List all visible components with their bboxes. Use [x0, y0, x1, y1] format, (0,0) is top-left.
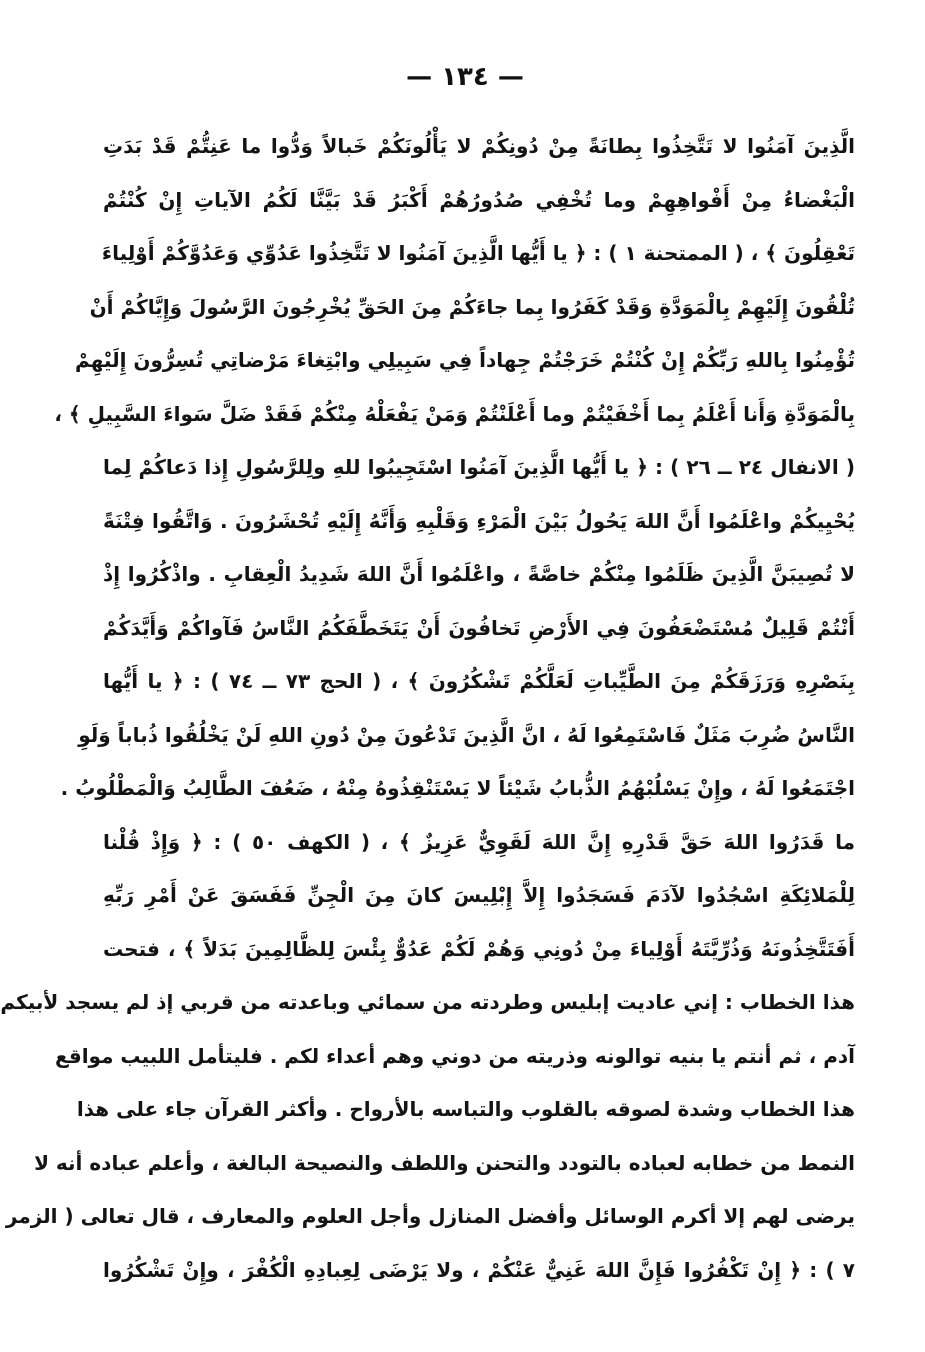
- text-line: تُؤْمِنُوا بِاللهِ رَبِّكُمْ إِنْ كُنْتُمْ خَرَجْتُمْ جِهاداً فِي سَبِيلِي وابْتِغاءَ مَرْضاتِي تُسِرُّونَ إِلَيْهِمْ: [75, 348, 855, 372]
- text-line: أَنْتُمْ قَلِيلٌ مُسْتَضْعَفُونَ فِي الأَرْضِ تَخافُونَ أَنْ يَتَخَطَّفَكُمُ النَّاسُ فَآواكُمْ وَأَيَّدَكُمْ: [103, 615, 855, 640]
- text-line: ( الانفال ٢٤ ــ ٢٦ ) : ﴿ يا أَيُّها الَّذِينَ آمَنُوا اسْتَجِيبُوا للهِ ولِلرَّسُولِ إِذا دَعاكُمْ لِما: [103, 455, 855, 479]
- body-text: [0, 120, 855, 1297]
- text-line: النَّاسُ ضُرِبَ مَثَلٌ فَاسْتَمِعُوا لَهُ ، انَّ الَّذِينَ تَدْعُونَ مِنْ دُونِ اللهِ لَنْ يَخْلُقُوا ذُباباً وَلَوِ: [78, 722, 855, 747]
- text-line: اجْتَمَعُوا لَهُ ، وإِنْ يَسْلُبْهُمُ الذُّبابُ شَيْئاً لا يَسْتَنْقِذُوهُ مِنْهُ ، ضَعُفَ الطَّالِبُ وَالْمَطْلُوبُ .: [60, 776, 855, 800]
- text-line: أَفَتَتَّخِذُونَهُ وَذُرِّيَّتَهُ أَوْلِياءَ مِنْ دُونِي وَهُمْ لَكُمْ عَدُوٌّ بِئْسَ لِلظَّالِمِينَ بَدَلاً ﴾ ، فتحت: [103, 936, 855, 961]
- text-line: هذا الخطاب وشدة لصوقه بالقلوب والتباسه بالأرواح . وأكثر القرآن جاء على هذا: [76, 1097, 855, 1121]
- page-number: — ١٣٤ —: [406, 62, 524, 92]
- text-line: لِلْمَلائِكَةِ اسْجُدُوا لآدَمَ فَسَجَدُوا إِلاَّ إِبْلِيسَ كانَ مِنَ الْجِنِّ فَفَسَقَ عَنْ أَمْرِ رَبِّهِ: [103, 883, 855, 907]
- text-line: تُلْقُونَ إِلَيْهِمْ بِالْمَوَدَّةِ وَقَدْ كَفَرُوا بِما جاءَكُمْ مِنَ الحَقِّ يُخْرِجُونَ الرَّسُولَ وَإِيَّاكُمْ أَنْ: [89, 294, 855, 319]
- text-line: ما قَدَرُوا اللهَ حَقَّ قَدْرِهِ إِنَّ اللهَ لَقَوِيٌّ عَزِيزٌ ﴾ ، ( الكهف ٥٠ ) : ﴿ وَإِذْ قُلْنا: [103, 829, 855, 854]
- text-line: النمط من خطابه لعباده بالتودد والتحنن واللطف والنصيحة البالغة ، وأعلم عباده أنه لا: [34, 1150, 855, 1175]
- text-line: يرضى لهم إلا أكرم الوسائل وأفضل المنازل وأجل العلوم والمعارف ، قال تعالى ( الزمر: [5, 1204, 855, 1228]
- text-line: الَّذِينَ آمَنُوا لا تَتَّخِذُوا بِطانَةً مِنْ دُونِكُمْ لا يَأْلُونَكُمْ خَبالاً وَدُّوا ما عَنِتُّمْ قَدْ بَدَتِ: [103, 134, 855, 158]
- text-line: بِالْمَوَدَّةِ وَأَنا أَعْلَمُ بِما أَخْفَيْتُمْ وما أَعْلَنْتُمْ وَمَنْ يَفْعَلْهُ مِنْكُمْ فَقَدْ ضَلَّ سَواءَ السَّبِيلِ ﴾ ،: [54, 401, 855, 426]
- text-line: هذا الخطاب : إني عاديت إبليس وطردته من سمائي وباعدته من قربي إذ لم يسجد لأبيكم: [0, 990, 855, 1014]
- text-line: تَعْقِلُونَ ﴾ ، ( الممتحنة ١ ) : ﴿ يا أَيُّها الَّذِينَ آمَنُوا لا تَتَّخِذُوا عَدُوِّي وَعَدُوَّكُمْ أَوْلِياءَ: [101, 241, 855, 265]
- text-line: بِنَصْرِهِ وَرَزَقَكُمْ مِنَ الطَّيِّباتِ لَعَلَّكُمْ تَشْكُرُونَ ﴾ ، ( الحج ٧٣ ــ ٧٤ ) : ﴿ يا أَيُّها: [103, 669, 855, 693]
- text-line: آدم ، ثم أنتم يا بنيه توالونه وذريته من دوني وهم أعداء لكم . فليتأمل اللبيب مواقع: [54, 1043, 855, 1068]
- text-line: ٧ ) : ﴿ إِنْ تَكْفُرُوا فَإِنَّ اللهَ غَنِيٌّ عَنْكُمْ ، ولا يَرْضَى لِعِبادِهِ الْكُفْرَ ، وإِنْ تَشْكُرُوا: [103, 1257, 855, 1282]
- text-line: الْبَغْضاءُ مِنْ أَفْواهِهِمْ وما تُخْفِي صُدُورُهُمْ أَكْبَرُ قَدْ بَيَّنَّا لَكُمُ الآياتِ إِنْ كُنْتُمْ: [103, 187, 855, 212]
- text-line: لا تُصِيبَنَّ الَّذِينَ ظَلَمُوا مِنْكُمْ خاصَّةً ، واعْلَمُوا أَنَّ اللهَ شَدِيدُ الْعِقابِ . واذْكُرُوا إِذْ: [103, 562, 855, 586]
- text-line: يُحْيِيكُمْ واعْلَمُوا أَنَّ اللهَ يَحُولُ بَيْنَ الْمَرْءِ وَقَلْبِهِ وَأَنَّهُ إِلَيْهِ تُحْشَرُونَ . وَاتَّقُوا فِتْنَةً: [103, 508, 855, 533]
